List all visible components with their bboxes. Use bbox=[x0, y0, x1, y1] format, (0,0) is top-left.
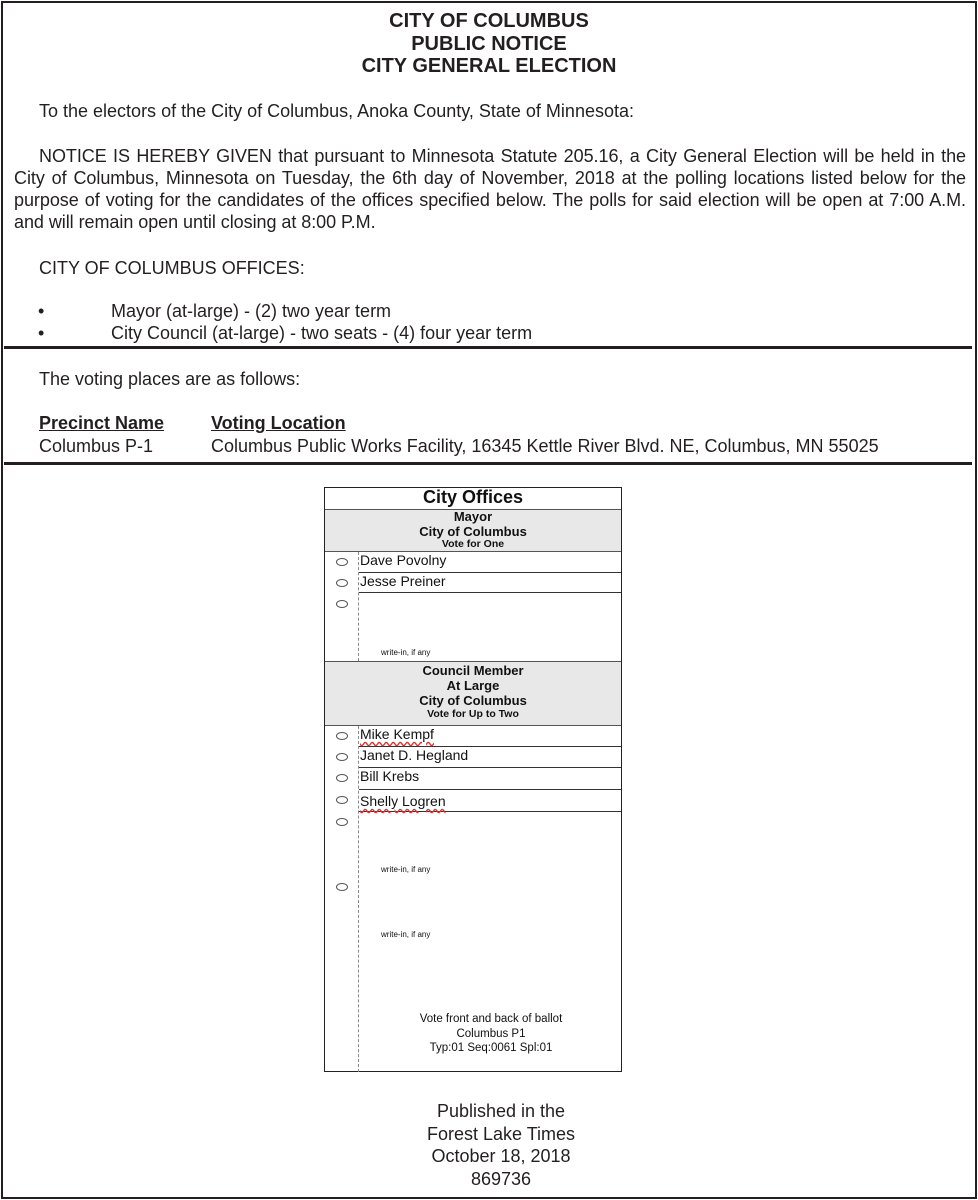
publication-line: Forest Lake Times bbox=[426, 1123, 576, 1144]
footer-line: Columbus P1 bbox=[456, 1027, 526, 1040]
candidate-name: Shelly Logren bbox=[360, 793, 446, 809]
writein-label: write-in, if any bbox=[381, 865, 431, 874]
writein-label: write-in, if any bbox=[381, 930, 431, 939]
candidate-row: Jesse Preiner bbox=[359, 573, 621, 593]
header-line: Vote for Up to Two bbox=[427, 708, 519, 720]
candidate-row: Bill Krebs bbox=[359, 768, 621, 790]
vote-oval[interactable] bbox=[336, 774, 348, 782]
candidate-name: Mike Kempf bbox=[360, 726, 434, 742]
notice-paragraph: NOTICE IS HEREBY GIVEN that pursuant to Minnesota Statute 205.16, a City General Election will be held in the City of Columbus, Minnesota on Tuesday, the 6th day of November, 2018 at the polling locations listed below for the purpose of voting for the candidates of the offices specified below. The polls for said election will be open at 7:00 A.M. and will remain open until closing at 8:00 P.M. bbox=[14, 146, 966, 232]
title-line: PUBLIC NOTICE bbox=[411, 32, 567, 55]
header-line: City of Columbus bbox=[419, 524, 527, 539]
bullet: • bbox=[38, 301, 45, 321]
header-line: Mayor bbox=[453, 509, 493, 524]
ballot-footer bbox=[325, 1012, 621, 1056]
publication-info bbox=[0, 1100, 978, 1190]
office-item: Mayor (at-large) - (2) two year term bbox=[111, 301, 392, 321]
vote-oval[interactable] bbox=[336, 600, 348, 608]
candidate-row bbox=[359, 726, 621, 747]
vote-oval[interactable] bbox=[336, 883, 348, 891]
header-line: City of Columbus bbox=[419, 693, 527, 708]
vote-oval[interactable] bbox=[336, 558, 348, 566]
header-line: At Large bbox=[446, 678, 500, 693]
offices-heading: CITY OF COLUMBUS OFFICES: bbox=[39, 258, 305, 278]
publication-line: 869736 bbox=[470, 1168, 532, 1189]
vote-oval[interactable] bbox=[336, 753, 348, 761]
precinct-name-header: Precinct Name bbox=[39, 413, 165, 433]
vote-oval[interactable] bbox=[336, 818, 348, 826]
vote-oval[interactable] bbox=[336, 732, 348, 740]
sample-ballot bbox=[324, 487, 622, 1072]
publication-line: Published in the bbox=[436, 1101, 566, 1121]
candidate-row bbox=[359, 790, 621, 812]
intro-paragraph: To the electors of the City of Columbus, Anoka County, State of Minnesota: bbox=[39, 101, 634, 121]
candidate-row: Janet D. Hegland bbox=[359, 747, 621, 768]
writein-label: write-in, if any bbox=[381, 648, 431, 657]
footer-line: Typ:01 Seq:0061 Spl:01 bbox=[429, 1042, 553, 1054]
vote-oval[interactable] bbox=[336, 796, 348, 804]
divider bbox=[4, 346, 972, 349]
header-line: Council Member bbox=[422, 663, 524, 678]
vote-oval[interactable] bbox=[336, 579, 348, 587]
council-header bbox=[325, 661, 621, 726]
bullet: • bbox=[38, 323, 45, 343]
candidate-row: Dave Povolny bbox=[359, 552, 621, 573]
title-line: CITY OF COLUMBUS bbox=[389, 10, 589, 32]
footer-line: Vote front and back of ballot bbox=[419, 1013, 563, 1025]
voting-places-intro: The voting places are as follows: bbox=[39, 369, 301, 389]
office-item: City Council (at-large) - two seats - (4) four year term bbox=[111, 323, 533, 343]
header-line: Vote for One bbox=[441, 538, 505, 550]
title-line: CITY GENERAL ELECTION bbox=[361, 55, 617, 77]
voting-location: Columbus Public Works Facility, 16345 Kettle River Blvd. NE, Columbus, MN 55025 bbox=[211, 436, 879, 456]
notice-title bbox=[0, 10, 978, 78]
ballot-title: City Offices bbox=[422, 487, 524, 507]
voting-location-header: Voting Location bbox=[211, 413, 346, 433]
divider bbox=[4, 462, 972, 465]
precinct-name: Columbus P-1 bbox=[39, 436, 154, 456]
publication-line: October 18, 2018 bbox=[431, 1146, 571, 1166]
mayor-header bbox=[325, 509, 621, 552]
